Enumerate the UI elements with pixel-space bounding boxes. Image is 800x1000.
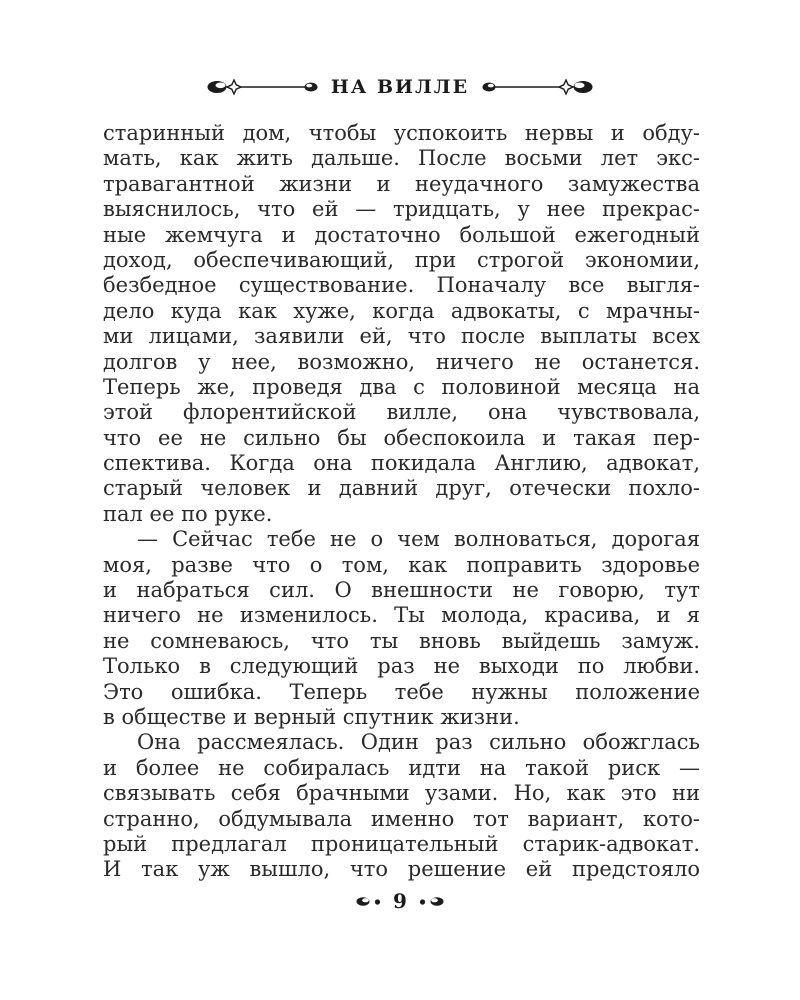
text-line: в обществе и верный спутник жизни. [103,704,520,729]
text-line: ничего не изменилось. Ты молода, красива, и я [103,603,700,628]
text-line: долгов у нее, возможно, ничего не останется. [103,349,700,374]
text-line: и более не собиралась идти на такой риск — [103,755,700,780]
text-line: спектива. Когда она покидала Англию, адвокат, [103,451,700,476]
text-line: — Сейчас тебе не о чем волноваться, дорогая [137,527,700,552]
text-line: мать, как жить дальше. После восьми лет экс- [103,146,700,171]
text-line: не сомневаюсь, что ты вновь выйдешь замуж. [103,628,700,653]
text-line: Только в следующий раз не выходи по любви. [103,654,700,679]
text-line: старинный дом, чтобы успокоить нервы и обду- [103,121,700,145]
footer-ornament-right-icon [417,895,444,908]
text-line: что ее не сильно бы обеспокоила и такая пер- [103,425,700,450]
text-line: ми лицами, заявили ей, что после выплаты всех [103,324,700,349]
footer-ornament-left-icon [356,895,383,908]
text-line: связывать себя брачными узами. Но, как это ни [103,781,700,806]
text-line: рый предлагал проницательный старик-адвокат. [103,831,700,856]
text-line: старый человек и давний друг, отечески похло- [103,476,700,501]
header-flourish-right-icon [481,78,593,96]
text-line: выяснилось, что ей — тридцать, у нее прекрас- [103,197,700,222]
text-line: безбедное существование. Поначалу все выгля- [103,273,700,298]
header-flourish-left-icon [207,78,319,96]
text-line: И так уж вышло, что решение ей предстояло [103,857,700,882]
page-number: 9 [393,889,407,913]
text-line: пал ее по руке. [103,501,273,526]
text-line: ные жемчуга и достаточно большой ежегодный [103,222,700,247]
text-line: Она рассмеялась. Один раз сильно обожглась [137,730,700,755]
body-text [103,121,700,883]
running-header [0,76,800,98]
text-line: дело куда как хуже, когда адвокаты, с мрачны- [103,298,700,323]
text-line: Теперь же, проведя два с половиной месяца на [103,374,700,399]
text-line: этой флорентийской вилле, она чувствовала, [103,400,700,425]
page-footer [0,889,800,913]
text-line: странно, обдумывала именно тот вариант, кото- [103,806,700,831]
text-line: доход, обеспечивающий, при строгой экономии, [103,247,700,272]
text-line: и набраться сил. О внешности не говорю, тут [103,578,700,603]
text-line: моя, разве что о том, как поправить здоровье [103,552,700,577]
text-line: Это ошибка. Теперь тебе нужны положение [103,679,700,704]
chapter-title: НА ВИЛЛЕ [330,76,470,98]
text-line: травагантной жизни и неудачного замужества [103,171,700,196]
